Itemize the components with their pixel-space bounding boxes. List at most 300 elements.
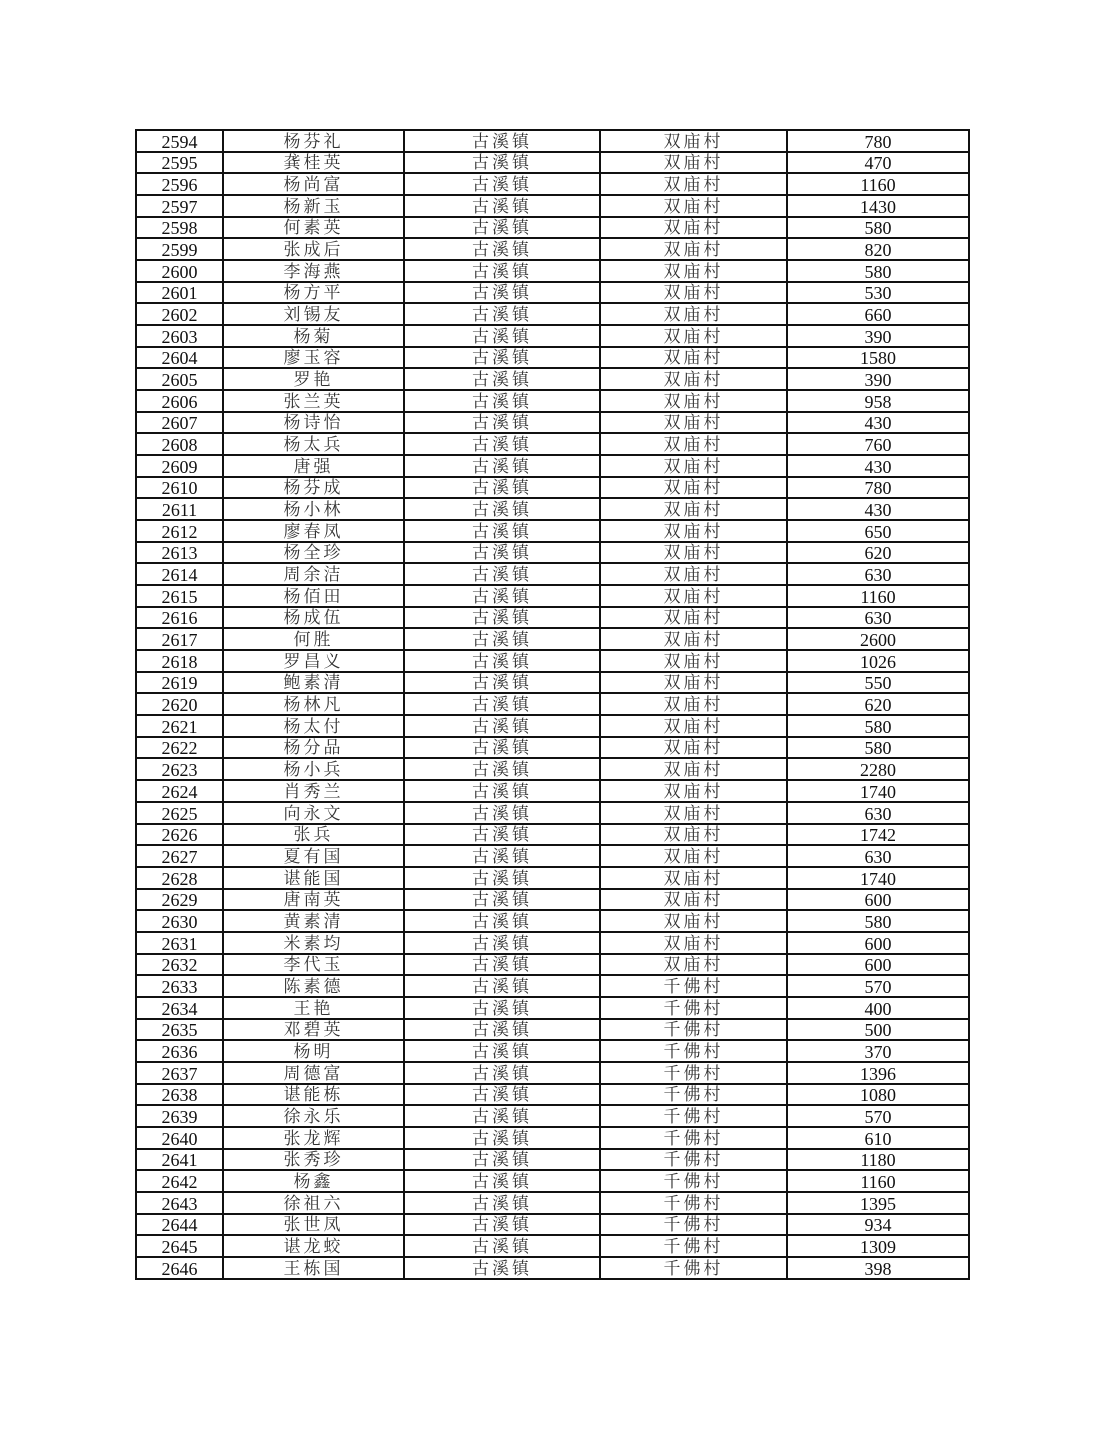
table-row	[136, 1214, 969, 1236]
row-number-cell: 2623	[136, 758, 223, 780]
town-name-cell: 古溪镇	[404, 498, 600, 520]
amount-cell: 1395	[787, 1192, 969, 1214]
person-name-cell: 陈素德	[223, 975, 404, 997]
village-name-cell: 双庙村	[600, 282, 787, 304]
village-name-cell: 双庙村	[600, 758, 787, 780]
village-name-cell: 千佛村	[600, 1170, 787, 1192]
row-number-cell: 2622	[136, 737, 223, 759]
row-number-cell: 2626	[136, 824, 223, 846]
village-name-cell: 千佛村	[600, 1062, 787, 1084]
table-row	[136, 390, 969, 412]
person-name-cell: 李海燕	[223, 260, 404, 282]
village-name-cell: 双庙村	[600, 412, 787, 434]
town-name-cell: 古溪镇	[404, 563, 600, 585]
town-name-cell: 古溪镇	[404, 932, 600, 954]
town-name-cell: 古溪镇	[404, 303, 600, 325]
village-name-cell: 双庙村	[600, 455, 787, 477]
town-name-cell: 古溪镇	[404, 238, 600, 260]
village-name-cell: 双庙村	[600, 433, 787, 455]
town-name-cell: 古溪镇	[404, 433, 600, 455]
town-name-cell: 古溪镇	[404, 173, 600, 195]
village-name-cell: 千佛村	[600, 1149, 787, 1171]
town-name-cell: 古溪镇	[404, 195, 600, 217]
amount-cell: 2600	[787, 628, 969, 650]
village-name-cell: 双庙村	[600, 867, 787, 889]
table-row	[136, 867, 969, 889]
person-name-cell: 王栋国	[223, 1257, 404, 1279]
person-name-cell: 杨诗怡	[223, 412, 404, 434]
row-number-cell: 2627	[136, 845, 223, 867]
town-name-cell: 古溪镇	[404, 910, 600, 932]
village-name-cell: 双庙村	[600, 780, 787, 802]
village-name-cell: 双庙村	[600, 910, 787, 932]
row-number-cell: 2602	[136, 303, 223, 325]
amount-cell: 430	[787, 412, 969, 434]
village-name-cell: 双庙村	[600, 607, 787, 629]
amount-cell: 780	[787, 130, 969, 152]
table-row	[136, 433, 969, 455]
amount-cell: 580	[787, 910, 969, 932]
town-name-cell: 古溪镇	[404, 347, 600, 369]
person-name-cell: 张龙辉	[223, 1127, 404, 1149]
village-name-cell: 千佛村	[600, 1019, 787, 1041]
village-name-cell: 双庙村	[600, 347, 787, 369]
amount-cell: 1160	[787, 173, 969, 195]
table-row	[136, 889, 969, 911]
person-name-cell: 杨尚富	[223, 173, 404, 195]
person-name-cell: 谌能国	[223, 867, 404, 889]
town-name-cell: 古溪镇	[404, 1257, 600, 1279]
row-number-cell: 2612	[136, 520, 223, 542]
amount-cell: 500	[787, 1019, 969, 1041]
town-name-cell: 古溪镇	[404, 542, 600, 564]
person-name-cell: 杨林凡	[223, 693, 404, 715]
table-row	[136, 152, 969, 174]
person-name-cell: 周德富	[223, 1062, 404, 1084]
person-name-cell: 黄素清	[223, 910, 404, 932]
table-row	[136, 563, 969, 585]
row-number-cell: 2595	[136, 152, 223, 174]
town-name-cell: 古溪镇	[404, 997, 600, 1019]
person-name-cell: 廖春凤	[223, 520, 404, 542]
row-number-cell: 2630	[136, 910, 223, 932]
village-name-cell: 双庙村	[600, 303, 787, 325]
person-name-cell: 谌龙蛟	[223, 1235, 404, 1257]
village-name-cell: 双庙村	[600, 195, 787, 217]
amount-cell: 370	[787, 1040, 969, 1062]
village-name-cell: 双庙村	[600, 520, 787, 542]
person-name-cell: 杨芬礼	[223, 130, 404, 152]
amount-cell: 1026	[787, 650, 969, 672]
village-name-cell: 双庙村	[600, 802, 787, 824]
person-name-cell: 杨小兵	[223, 758, 404, 780]
table-row	[136, 195, 969, 217]
village-name-cell: 千佛村	[600, 1084, 787, 1106]
row-number-cell: 2633	[136, 975, 223, 997]
amount-cell: 958	[787, 390, 969, 412]
town-name-cell: 古溪镇	[404, 412, 600, 434]
village-name-cell: 双庙村	[600, 390, 787, 412]
amount-cell: 1309	[787, 1235, 969, 1257]
table-row	[136, 802, 969, 824]
town-name-cell: 古溪镇	[404, 455, 600, 477]
person-name-cell: 张秀珍	[223, 1149, 404, 1171]
amount-cell: 1740	[787, 780, 969, 802]
town-name-cell: 古溪镇	[404, 1127, 600, 1149]
amount-cell: 630	[787, 607, 969, 629]
amount-cell: 390	[787, 368, 969, 390]
amount-cell: 550	[787, 672, 969, 694]
row-number-cell: 2624	[136, 780, 223, 802]
table-row	[136, 455, 969, 477]
person-name-cell: 杨鑫	[223, 1170, 404, 1192]
town-name-cell: 古溪镇	[404, 672, 600, 694]
village-name-cell: 千佛村	[600, 1257, 787, 1279]
person-name-cell: 杨菊	[223, 325, 404, 347]
person-name-cell: 杨芬成	[223, 477, 404, 499]
village-name-cell: 千佛村	[600, 1214, 787, 1236]
village-name-cell: 双庙村	[600, 325, 787, 347]
person-name-cell: 张世凤	[223, 1214, 404, 1236]
table-row	[136, 173, 969, 195]
row-number-cell: 2629	[136, 889, 223, 911]
table-row	[136, 238, 969, 260]
row-number-cell: 2634	[136, 997, 223, 1019]
person-name-cell: 罗昌义	[223, 650, 404, 672]
table-row	[136, 672, 969, 694]
row-number-cell: 2631	[136, 932, 223, 954]
table-row	[136, 282, 969, 304]
amount-cell: 620	[787, 542, 969, 564]
row-number-cell: 2613	[136, 542, 223, 564]
table-row	[136, 1170, 969, 1192]
village-name-cell: 双庙村	[600, 585, 787, 607]
table-row	[136, 1019, 969, 1041]
amount-cell: 620	[787, 693, 969, 715]
row-number-cell: 2607	[136, 412, 223, 434]
row-number-cell: 2625	[136, 802, 223, 824]
person-name-cell: 刘锡友	[223, 303, 404, 325]
amount-cell: 530	[787, 282, 969, 304]
town-name-cell: 古溪镇	[404, 780, 600, 802]
row-number-cell: 2632	[136, 954, 223, 976]
row-number-cell: 2641	[136, 1149, 223, 1171]
row-number-cell: 2636	[136, 1040, 223, 1062]
person-name-cell: 杨佰田	[223, 585, 404, 607]
amount-cell: 610	[787, 1127, 969, 1149]
row-number-cell: 2619	[136, 672, 223, 694]
row-number-cell: 2628	[136, 867, 223, 889]
row-number-cell: 2638	[136, 1084, 223, 1106]
village-name-cell: 双庙村	[600, 563, 787, 585]
town-name-cell: 古溪镇	[404, 975, 600, 997]
row-number-cell: 2596	[136, 173, 223, 195]
person-name-cell: 徐祖六	[223, 1192, 404, 1214]
beneficiary-table	[135, 129, 970, 1280]
row-number-cell: 2615	[136, 585, 223, 607]
person-name-cell: 张兰英	[223, 390, 404, 412]
table-row	[136, 303, 969, 325]
row-number-cell: 2642	[136, 1170, 223, 1192]
person-name-cell: 廖玉容	[223, 347, 404, 369]
row-number-cell: 2635	[136, 1019, 223, 1041]
table-row	[136, 997, 969, 1019]
amount-cell: 430	[787, 498, 969, 520]
village-name-cell: 双庙村	[600, 152, 787, 174]
table-row	[136, 693, 969, 715]
table-row	[136, 1149, 969, 1171]
amount-cell: 1160	[787, 1170, 969, 1192]
person-name-cell: 杨方平	[223, 282, 404, 304]
table-row	[136, 498, 969, 520]
row-number-cell: 2616	[136, 607, 223, 629]
village-name-cell: 双庙村	[600, 672, 787, 694]
amount-cell: 760	[787, 433, 969, 455]
village-name-cell: 双庙村	[600, 130, 787, 152]
amount-cell: 600	[787, 954, 969, 976]
village-name-cell: 双庙村	[600, 217, 787, 239]
table-row	[136, 542, 969, 564]
person-name-cell: 向永文	[223, 802, 404, 824]
person-name-cell: 杨成伍	[223, 607, 404, 629]
town-name-cell: 古溪镇	[404, 130, 600, 152]
person-name-cell: 周余洁	[223, 563, 404, 585]
person-name-cell: 徐永乐	[223, 1105, 404, 1127]
town-name-cell: 古溪镇	[404, 325, 600, 347]
village-name-cell: 双庙村	[600, 737, 787, 759]
amount-cell: 630	[787, 563, 969, 585]
person-name-cell: 杨小林	[223, 498, 404, 520]
village-name-cell: 双庙村	[600, 824, 787, 846]
person-name-cell: 谌能栋	[223, 1084, 404, 1106]
row-number-cell: 2606	[136, 390, 223, 412]
person-name-cell: 张兵	[223, 824, 404, 846]
table-body	[136, 130, 969, 1279]
person-name-cell: 鲍素清	[223, 672, 404, 694]
town-name-cell: 古溪镇	[404, 520, 600, 542]
town-name-cell: 古溪镇	[404, 954, 600, 976]
village-name-cell: 双庙村	[600, 650, 787, 672]
row-number-cell: 2594	[136, 130, 223, 152]
table-row	[136, 1235, 969, 1257]
amount-cell: 580	[787, 260, 969, 282]
amount-cell: 1396	[787, 1062, 969, 1084]
row-number-cell: 2645	[136, 1235, 223, 1257]
village-name-cell: 双庙村	[600, 173, 787, 195]
amount-cell: 570	[787, 975, 969, 997]
row-number-cell: 2644	[136, 1214, 223, 1236]
row-number-cell: 2597	[136, 195, 223, 217]
village-name-cell: 千佛村	[600, 1127, 787, 1149]
village-name-cell: 双庙村	[600, 715, 787, 737]
town-name-cell: 古溪镇	[404, 1062, 600, 1084]
table-row	[136, 607, 969, 629]
town-name-cell: 古溪镇	[404, 390, 600, 412]
row-number-cell: 2601	[136, 282, 223, 304]
table-row	[136, 1192, 969, 1214]
row-number-cell: 2609	[136, 455, 223, 477]
row-number-cell: 2604	[136, 347, 223, 369]
row-number-cell: 2643	[136, 1192, 223, 1214]
town-name-cell: 古溪镇	[404, 845, 600, 867]
row-number-cell: 2608	[136, 433, 223, 455]
amount-cell: 650	[787, 520, 969, 542]
person-name-cell: 何素英	[223, 217, 404, 239]
village-name-cell: 双庙村	[600, 260, 787, 282]
row-number-cell: 2620	[136, 693, 223, 715]
table-row	[136, 824, 969, 846]
town-name-cell: 古溪镇	[404, 477, 600, 499]
village-name-cell: 双庙村	[600, 954, 787, 976]
table-row	[136, 477, 969, 499]
row-number-cell: 2605	[136, 368, 223, 390]
town-name-cell: 古溪镇	[404, 282, 600, 304]
amount-cell: 1160	[787, 585, 969, 607]
table-row	[136, 1257, 969, 1279]
town-name-cell: 古溪镇	[404, 802, 600, 824]
table-row	[136, 368, 969, 390]
village-name-cell: 双庙村	[600, 542, 787, 564]
row-number-cell: 2618	[136, 650, 223, 672]
person-name-cell: 杨分品	[223, 737, 404, 759]
village-name-cell: 千佛村	[600, 1040, 787, 1062]
town-name-cell: 古溪镇	[404, 217, 600, 239]
table-row	[136, 845, 969, 867]
row-number-cell: 2603	[136, 325, 223, 347]
table-row	[136, 1127, 969, 1149]
village-name-cell: 千佛村	[600, 1235, 787, 1257]
table-row	[136, 347, 969, 369]
amount-cell: 1742	[787, 824, 969, 846]
row-number-cell: 2640	[136, 1127, 223, 1149]
town-name-cell: 古溪镇	[404, 628, 600, 650]
row-number-cell: 2637	[136, 1062, 223, 1084]
town-name-cell: 古溪镇	[404, 693, 600, 715]
amount-cell: 2280	[787, 758, 969, 780]
town-name-cell: 古溪镇	[404, 1214, 600, 1236]
amount-cell: 1580	[787, 347, 969, 369]
row-number-cell: 2646	[136, 1257, 223, 1279]
person-name-cell: 张成后	[223, 238, 404, 260]
town-name-cell: 古溪镇	[404, 1149, 600, 1171]
person-name-cell: 夏有国	[223, 845, 404, 867]
village-name-cell: 双庙村	[600, 693, 787, 715]
row-number-cell: 2611	[136, 498, 223, 520]
town-name-cell: 古溪镇	[404, 1019, 600, 1041]
town-name-cell: 古溪镇	[404, 867, 600, 889]
table-row	[136, 1040, 969, 1062]
town-name-cell: 古溪镇	[404, 585, 600, 607]
amount-cell: 600	[787, 932, 969, 954]
person-name-cell: 龚桂英	[223, 152, 404, 174]
row-number-cell: 2600	[136, 260, 223, 282]
amount-cell: 580	[787, 737, 969, 759]
village-name-cell: 千佛村	[600, 1105, 787, 1127]
town-name-cell: 古溪镇	[404, 368, 600, 390]
table-row	[136, 325, 969, 347]
village-name-cell: 千佛村	[600, 1192, 787, 1214]
amount-cell: 1080	[787, 1084, 969, 1106]
person-name-cell: 唐强	[223, 455, 404, 477]
village-name-cell: 千佛村	[600, 997, 787, 1019]
amount-cell: 400	[787, 997, 969, 1019]
row-number-cell: 2617	[136, 628, 223, 650]
table-row	[136, 954, 969, 976]
town-name-cell: 古溪镇	[404, 152, 600, 174]
person-name-cell: 杨全珍	[223, 542, 404, 564]
amount-cell: 1740	[787, 867, 969, 889]
town-name-cell: 古溪镇	[404, 737, 600, 759]
amount-cell: 390	[787, 325, 969, 347]
person-name-cell: 杨新玉	[223, 195, 404, 217]
table-row	[136, 910, 969, 932]
village-name-cell: 双庙村	[600, 498, 787, 520]
person-name-cell: 杨太付	[223, 715, 404, 737]
person-name-cell: 王艳	[223, 997, 404, 1019]
row-number-cell: 2621	[136, 715, 223, 737]
table-row	[136, 737, 969, 759]
row-number-cell: 2614	[136, 563, 223, 585]
village-name-cell: 双庙村	[600, 368, 787, 390]
table-row	[136, 412, 969, 434]
person-name-cell: 何胜	[223, 628, 404, 650]
amount-cell: 570	[787, 1105, 969, 1127]
person-name-cell: 肖秀兰	[223, 780, 404, 802]
table-row	[136, 260, 969, 282]
town-name-cell: 古溪镇	[404, 758, 600, 780]
amount-cell: 630	[787, 845, 969, 867]
table-row	[136, 1062, 969, 1084]
amount-cell: 934	[787, 1214, 969, 1236]
table-row	[136, 217, 969, 239]
table-row	[136, 758, 969, 780]
row-number-cell: 2610	[136, 477, 223, 499]
table-row	[136, 715, 969, 737]
town-name-cell: 古溪镇	[404, 824, 600, 846]
table-row	[136, 130, 969, 152]
amount-cell: 430	[787, 455, 969, 477]
amount-cell: 660	[787, 303, 969, 325]
table-row	[136, 975, 969, 997]
row-number-cell: 2598	[136, 217, 223, 239]
village-name-cell: 双庙村	[600, 238, 787, 260]
amount-cell: 398	[787, 1257, 969, 1279]
table-row	[136, 585, 969, 607]
row-number-cell: 2639	[136, 1105, 223, 1127]
table-row	[136, 1105, 969, 1127]
person-name-cell: 李代玉	[223, 954, 404, 976]
person-name-cell: 米素均	[223, 932, 404, 954]
town-name-cell: 古溪镇	[404, 1105, 600, 1127]
town-name-cell: 古溪镇	[404, 715, 600, 737]
amount-cell: 820	[787, 238, 969, 260]
person-name-cell: 邓碧英	[223, 1019, 404, 1041]
amount-cell: 580	[787, 217, 969, 239]
town-name-cell: 古溪镇	[404, 889, 600, 911]
table-row	[136, 780, 969, 802]
village-name-cell: 双庙村	[600, 932, 787, 954]
amount-cell: 780	[787, 477, 969, 499]
town-name-cell: 古溪镇	[404, 1192, 600, 1214]
table-row	[136, 932, 969, 954]
table-row	[136, 520, 969, 542]
village-name-cell: 千佛村	[600, 975, 787, 997]
village-name-cell: 双庙村	[600, 845, 787, 867]
town-name-cell: 古溪镇	[404, 607, 600, 629]
village-name-cell: 双庙村	[600, 477, 787, 499]
table-row	[136, 650, 969, 672]
row-number-cell: 2599	[136, 238, 223, 260]
